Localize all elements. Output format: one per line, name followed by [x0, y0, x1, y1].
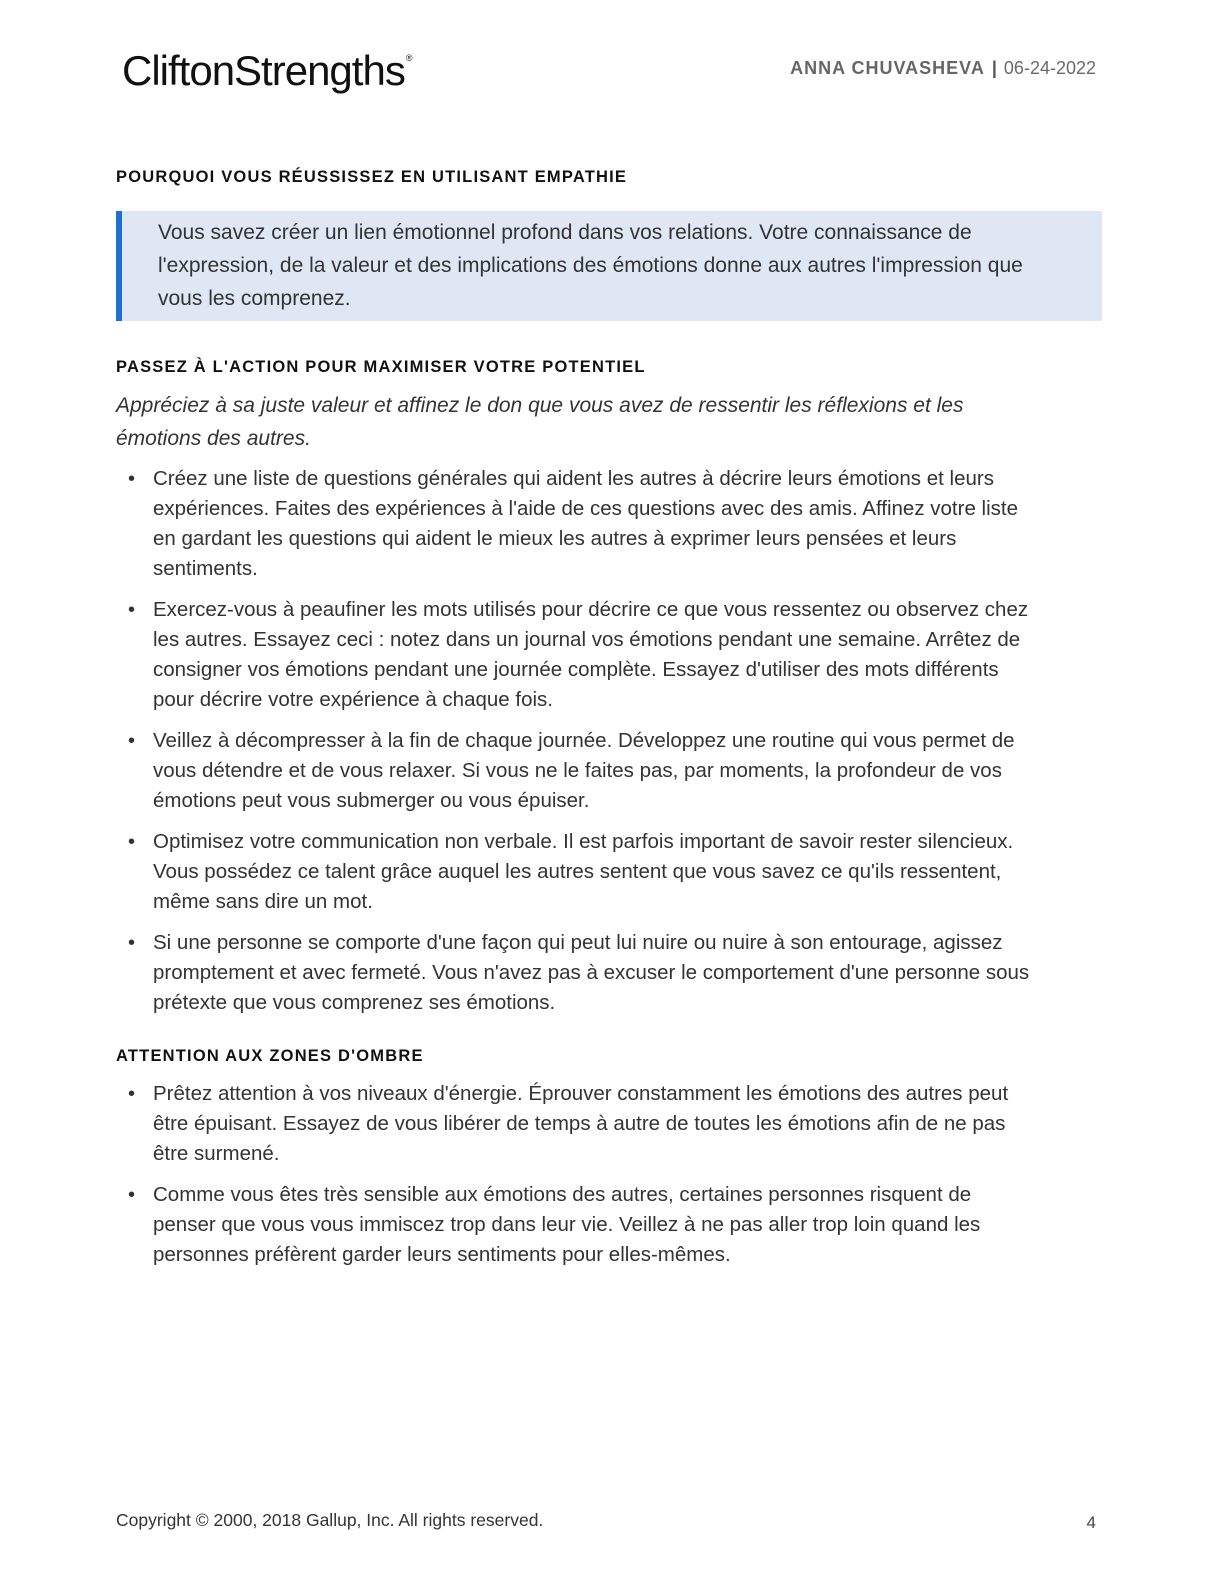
- list-item: [116, 726, 1036, 816]
- list-item-text: Comme vous êtes très sensible aux émotions des autres, certaines personnes risquent de penser que vous vous immiscez trop dans leur vie. Veillez à ne pas aller trop loin quand les personnes préfèrent garder leurs sentiments pour elles-mêmes.: [153, 1183, 981, 1266]
- list-item-text: Prêtez attention à vos niveaux d'énergie. Éprouver constamment les émotions des autres peut être épuisant. Essayez de vous libérer de temps à autre de toutes les émotions afin de ne pas être surmené.: [153, 1082, 1009, 1165]
- list-item-text: Veillez à décompresser à la fin de chaque journée. Développez une routine qui vous permet de vous détendre et de vous relaxer. Si vous ne le faites pas, par moments, la profondeur de vos émotions peut vous submerger ou vous épuiser.: [153, 729, 1015, 812]
- list-item-text: Créez une liste de questions générales qui aident les autres à décrire leurs émotions et leurs expériences. Faites des expériences à l'aide de ces questions avec des amis. Affinez votre liste en gardant les questions qui aident le mieux les autres à exprimer leurs pensées et leurs sentiments.: [153, 467, 1019, 580]
- page-number: 4: [1086, 1513, 1096, 1532]
- logo-text: CliftonStrengths: [122, 47, 405, 94]
- list-item: [116, 827, 1036, 917]
- bullet-icon: •: [128, 1184, 136, 1206]
- list-item-text: Si une personne se comporte d'une façon qui peut lui nuire ou nuire à son entourage, agissez promptement et avec fermeté. Vous n'avez pas à excuser le comportement d'une personne sous prétexte que vous comprenez ses émotions.: [153, 931, 1030, 1014]
- action-intro: Appréciez à sa juste valeur et affinez le don que vous avez de ressentir les réflexions et les émotions des autres.: [116, 394, 964, 450]
- header-separator: |: [991, 58, 997, 78]
- heading-take-action: PASSEZ À L'ACTION POUR MAXIMISER VOTRE POTENTIEL: [116, 358, 646, 376]
- blind-spots-list: [116, 1079, 1036, 1281]
- bullet-icon: •: [128, 730, 136, 752]
- bullet-icon: •: [128, 932, 136, 954]
- registered-mark: ®: [405, 53, 412, 63]
- list-item: [116, 928, 1036, 1018]
- empathy-callout: Vous savez créer un lien émotionnel profond dans vos relations. Votre connaissance de l'expression, de la valeur et des implications des émotions donne aux autres l'impression que vous les comprenez.: [116, 211, 1102, 321]
- bullet-icon: •: [128, 1083, 136, 1105]
- list-item: [116, 464, 1036, 584]
- list-item: [116, 1180, 1036, 1270]
- heading-why-succeed: POURQUOI VOUS RÉUSSISSEZ EN UTILISANT EMPATHIE: [116, 168, 628, 186]
- copyright-notice: Copyright © 2000, 2018 Gallup, Inc. All rights reserved.: [116, 1510, 544, 1530]
- heading-blind-spots: ATTENTION AUX ZONES D'OMBRE: [116, 1047, 424, 1065]
- user-name: ANNA CHUVASHEVA: [790, 58, 985, 78]
- list-item: [116, 595, 1036, 715]
- bullet-icon: •: [128, 599, 136, 621]
- list-item: [116, 1079, 1036, 1169]
- list-item-text: Optimisez votre communication non verbale. Il est parfois important de savoir rester silencieux. Vous possédez ce talent grâce auquel les autres sentent que vous savez ce qu'ils ressentent, même sans dire un mot.: [153, 830, 1014, 913]
- bullet-icon: •: [128, 468, 136, 490]
- action-list: [116, 464, 1036, 1029]
- report-date: 06-24-2022: [1003, 58, 1096, 78]
- clifton-strengths-logo: [122, 47, 412, 94]
- bullet-icon: •: [128, 831, 136, 853]
- list-item-text: Exercez-vous à peaufiner les mots utilisés pour décrire ce que vous ressentez ou observez chez les autres. Essayez ceci : notez dans un journal vos émotions pendant une semaine. Arrêtez de consigner vos émotions pendant une journée complète. Essayez d'utiliser des mots différents pour décrire votre expérience à chaque fois.: [153, 598, 1029, 711]
- report-owner-header: [790, 58, 1096, 80]
